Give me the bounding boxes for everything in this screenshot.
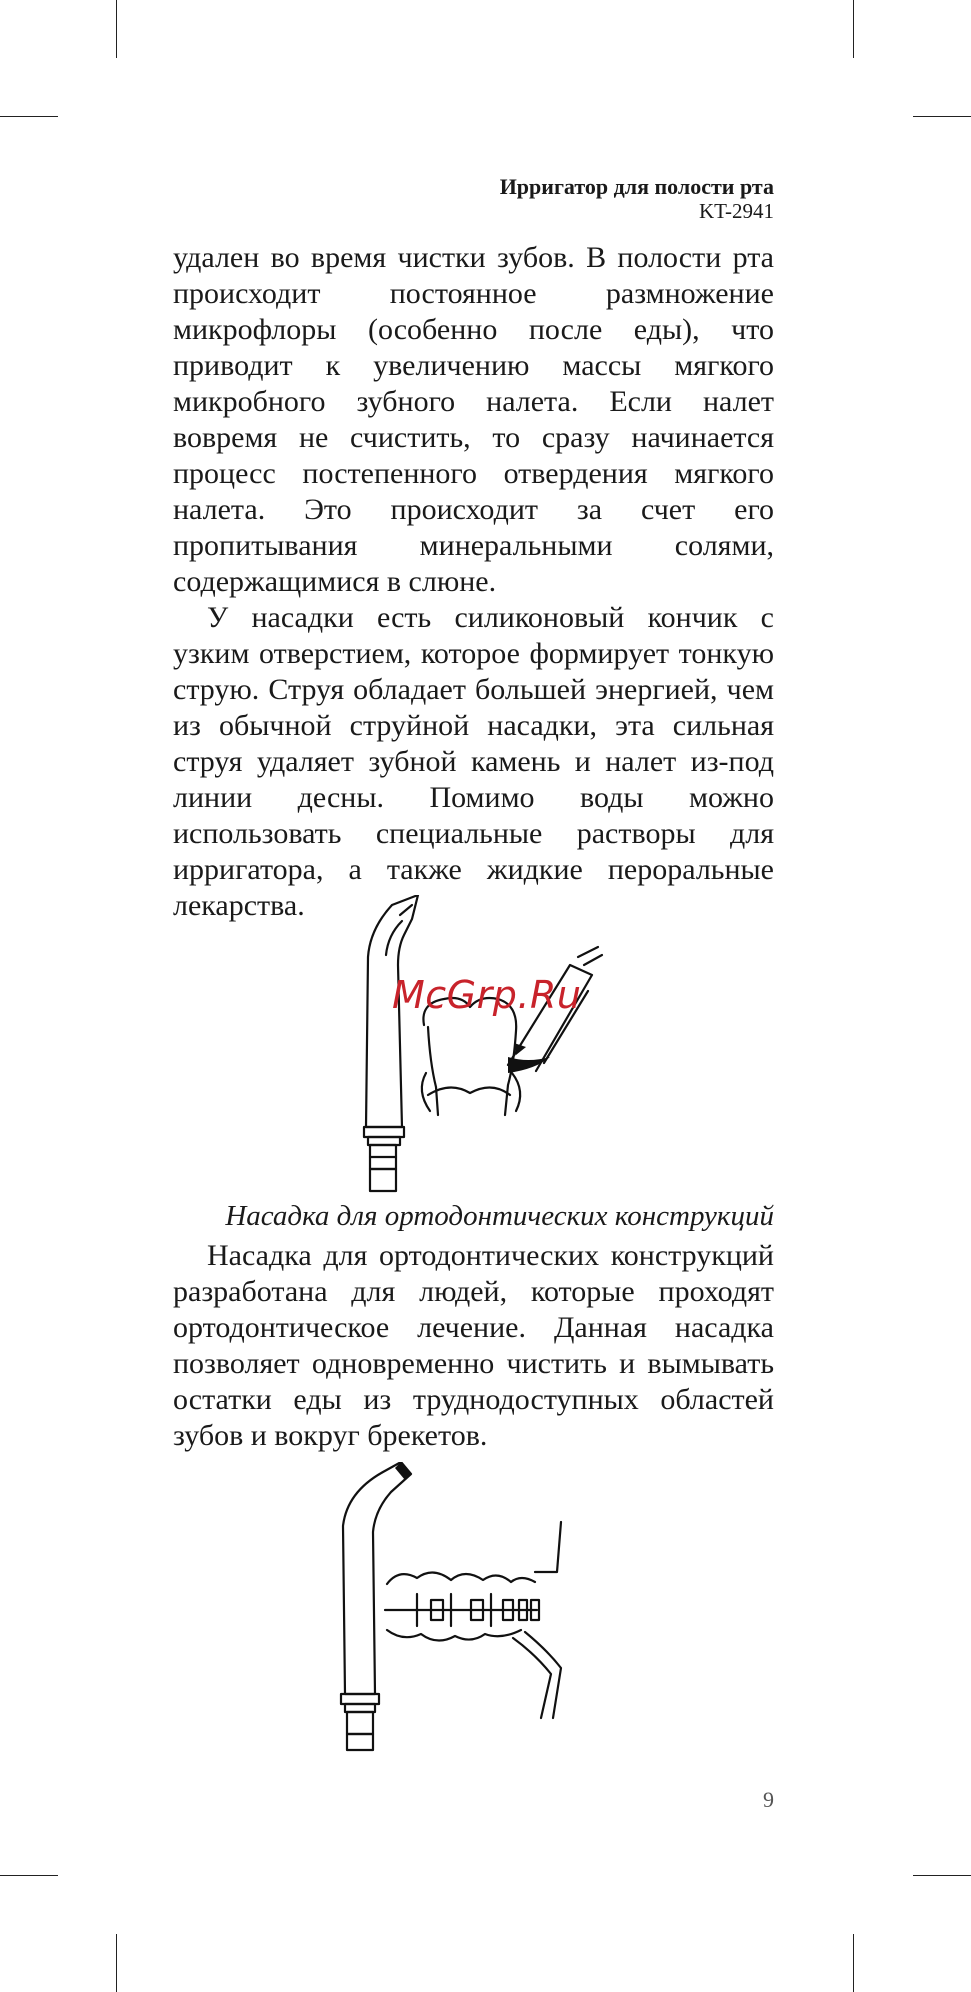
- figure-caption: Насадка для ортодонтических конструкций: [225, 1200, 774, 1232]
- header-model: KT-2941: [698, 199, 774, 224]
- body-text-lower: [173, 1238, 774, 1454]
- crop-mark: [116, 1934, 117, 1992]
- watermark: McGrp.Ru: [392, 973, 582, 1017]
- crop-mark: [0, 1875, 58, 1876]
- header-title: Ирригатор для полости рта: [499, 174, 774, 199]
- orthodontic-nozzle-illustration: [325, 1462, 625, 1752]
- crop-mark: [0, 116, 58, 117]
- paragraph: У насадки есть силиконовый кончик с узким отверстием, которое формирует тонкую струю. Струя обладает большей энергией, чем из обычной струйной насадки, эта сильная струя удаляет зубной камень и налет из-под линии десны. Помимо воды можно использовать специальные растворы для ирригатора, а также жидкие пероральные лекарства.: [173, 601, 774, 922]
- crop-mark: [913, 1875, 971, 1876]
- page-number: 9: [763, 1787, 774, 1812]
- crop-mark: [853, 0, 854, 58]
- crop-mark: [116, 0, 117, 58]
- jet-nozzle-illustration: [340, 895, 610, 1195]
- crop-mark: [853, 1934, 854, 1992]
- body-text-upper: [173, 240, 774, 924]
- paragraph: Насадка для ортодонтических конструкций разработана для людей, которые проходят ортодонтическое лечение. Данная насадка позволяет одновременно чистить и вымывать остатки еды из труднодоступных областей зубов и вокруг брекетов.: [173, 1239, 774, 1452]
- running-header: [500, 174, 774, 223]
- crop-mark: [913, 116, 971, 117]
- paragraph: удален во время чистки зубов. В полости рта происходит постоянное размножение микрофлоры (особенно после еды), что приводит к увеличению массы мягкого микробного зубного налета. Если налет вовремя не счистить, то сразу начинается процесс постепенного отвердения мягкого налета. Это происходит за счет его пропитывания минеральными солями, содержащимися в слюне.: [173, 241, 774, 598]
